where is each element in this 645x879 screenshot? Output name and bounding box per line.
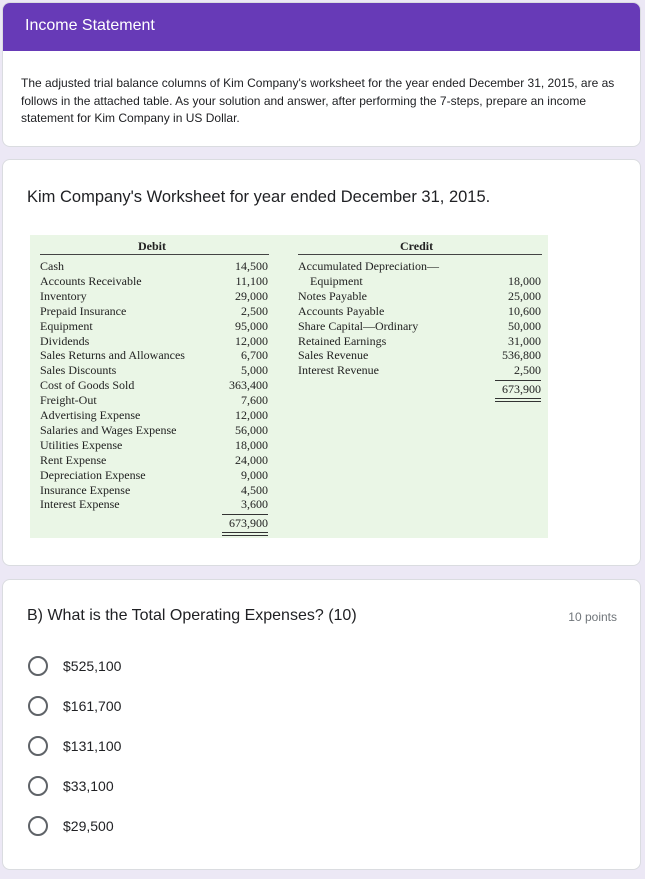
debit-account-label: Inventory	[40, 288, 87, 303]
debit-account-label: Sales Returns and Allowances	[40, 348, 185, 363]
option-label: $525,100	[63, 658, 122, 674]
debit-account-amount: 12,000	[235, 333, 268, 348]
debit-account-label: Advertising Expense	[40, 408, 141, 422]
form-title: Income Statement	[25, 17, 155, 34]
radio-button[interactable]	[28, 696, 48, 716]
debit-account-label: Dividends	[40, 333, 90, 348]
question-title: B) What is the Total Operating Expenses? (10)	[27, 607, 357, 624]
trial-balance-table	[30, 235, 548, 538]
credit-header: Credit	[400, 239, 434, 253]
radio-button[interactable]	[28, 656, 48, 676]
radio-button[interactable]	[28, 736, 48, 756]
debit-account-label: Prepaid Insurance	[40, 303, 127, 318]
debit-account-label: Depreciation Expense	[40, 467, 146, 482]
debit-account-label: Sales Discounts	[40, 363, 117, 378]
credit-account-amount: 31,000	[508, 333, 541, 348]
debit-account-amount: 12,000	[235, 408, 268, 422]
debit-header: Debit	[138, 239, 166, 253]
credit-account-amount	[480, 259, 541, 274]
worksheet-card	[2, 159, 641, 566]
debit-account-amount: 9,000	[241, 467, 268, 482]
debit-account-amount: 363,400	[229, 378, 268, 393]
credit-account-label: Sales Revenue	[298, 348, 369, 363]
credit-account-label: Accounts Payable	[298, 303, 385, 318]
credit-header-rule	[298, 254, 542, 255]
debit-account-amount: 11,100	[235, 273, 268, 288]
credit-account-label: Share Capital—Ordinary	[298, 318, 419, 333]
debit-account-amount: 6,700	[241, 348, 268, 363]
debit-account-label: Utilities Expense	[40, 437, 123, 452]
credit-account-label: Equipment	[310, 273, 363, 288]
debit-total-double-rule-2	[222, 535, 268, 536]
credit-account-amount: 18,000	[508, 273, 541, 288]
debit-account-label: Accounts Receivable	[40, 273, 142, 288]
form-title-band	[3, 3, 640, 51]
debit-account-amount: 14,500	[235, 259, 268, 273]
credit-total-double-rule-2	[495, 401, 541, 402]
option-1[interactable]	[28, 654, 121, 678]
option-label: $131,100	[63, 738, 122, 754]
option-4[interactable]	[28, 774, 114, 798]
option-5[interactable]	[28, 814, 114, 838]
option-label: $29,500	[63, 818, 114, 834]
worksheet-title: Kim Company's Worksheet for year ended December 31, 2015.	[27, 188, 491, 206]
credit-total-rule	[495, 380, 541, 381]
debit-total-rule	[222, 514, 268, 515]
debit-account-amount: 3,600	[241, 497, 268, 512]
credit-total-double-rule-1	[495, 398, 541, 399]
debit-account-label: Insurance Expense	[40, 482, 131, 497]
credit-account-label: Accumulated Depreciation—	[298, 259, 439, 273]
debit-account-label: Interest Expense	[40, 497, 120, 512]
debit-account-amount: 5,000	[241, 363, 268, 378]
debit-account-amount: 7,600	[241, 393, 268, 408]
debit-account-amount: 24,000	[235, 452, 268, 467]
debit-header-rule	[40, 254, 269, 255]
option-label: $33,100	[63, 778, 114, 794]
option-2[interactable]	[28, 694, 121, 718]
credit-total: 673,900	[502, 382, 541, 397]
debit-total: 673,900	[229, 516, 268, 531]
credit-account-label: Interest Revenue	[298, 363, 379, 378]
debit-account-label: Rent Expense	[40, 452, 107, 467]
debit-account-amount: 56,000	[235, 422, 268, 437]
debit-account-label: Freight-Out	[40, 393, 97, 408]
radio-button[interactable]	[28, 776, 48, 796]
credit-account-label: Notes Payable	[298, 288, 367, 303]
debit-account-amount: 2,500	[241, 303, 268, 318]
debit-account-label: Equipment	[40, 318, 93, 333]
credit-account-amount: 25,000	[508, 288, 541, 303]
credit-account-amount: 50,000	[508, 318, 541, 333]
debit-account-amount: 29,000	[235, 288, 268, 303]
option-label: $161,700	[63, 698, 122, 714]
credit-account-amount: 2,500	[514, 363, 541, 378]
debit-account-amount: 95,000	[235, 318, 268, 333]
debit-account-label: Cost of Goods Sold	[40, 378, 135, 393]
debit-account-amount: 18,000	[235, 437, 268, 452]
form-header-card	[2, 2, 641, 147]
debit-account-label: Salaries and Wages Expense	[40, 422, 177, 437]
form-description: The adjusted trial balance columns of Kim Company's worksheet for the year ended December 31, 2015, are as follows in the attached table. As your solution and answer, after performing the 7-steps, prepare an income statement for Kim Company in US Dollar.	[21, 76, 615, 125]
radio-button[interactable]	[28, 816, 48, 836]
debit-account-amount: 4,500	[241, 482, 268, 497]
credit-account-amount: 10,600	[508, 303, 541, 318]
debit-total-double-rule-1	[222, 532, 268, 533]
credit-account-label: Retained Earnings	[298, 333, 387, 348]
question-points: 10 points	[568, 610, 617, 624]
debit-account-label: Cash	[40, 259, 64, 273]
question-card	[2, 579, 641, 870]
option-3[interactable]	[28, 734, 121, 758]
credit-account-amount: 536,800	[502, 348, 541, 363]
